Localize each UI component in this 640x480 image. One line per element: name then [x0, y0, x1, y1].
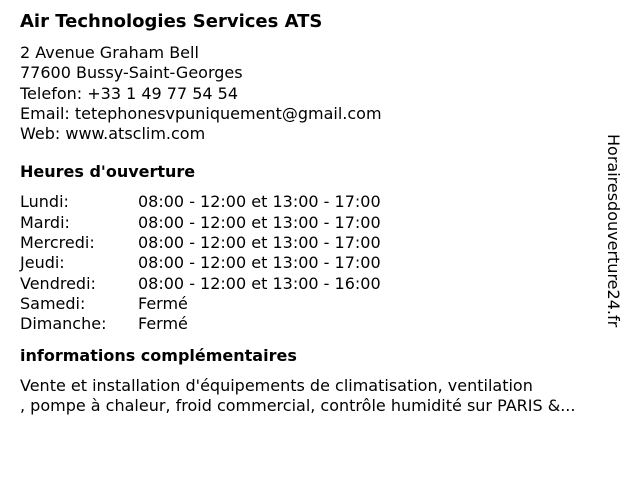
- hours-time: Fermé: [138, 293, 188, 313]
- hours-day: Dimanche:: [20, 314, 107, 334]
- hours-time: 08:00 - 12:00 et 13:00 - 16:00: [138, 273, 381, 293]
- brand-watermark: Horairesdouverture24.fr: [604, 134, 623, 328]
- hours-row-thursday: [20, 253, 610, 273]
- hours-time: Fermé: [138, 314, 188, 334]
- hours-day: Samedi:: [20, 293, 86, 313]
- info-line: , pompe à chaleur, froid commercial, contrôle humidité sur PARIS &...: [20, 396, 576, 416]
- hours-day: Mardi:: [20, 212, 70, 232]
- hours-row-friday: [20, 274, 610, 294]
- hours-time: 08:00 - 12:00 et 13:00 - 17:00: [138, 233, 381, 253]
- hours-row-saturday: [20, 294, 610, 314]
- hours-row-tuesday: [20, 213, 610, 233]
- address-block: [20, 43, 610, 144]
- hours-row-monday: [20, 192, 610, 212]
- hours-row-sunday: [20, 314, 610, 334]
- address-city: 77600 Bussy-Saint-Georges: [20, 63, 243, 83]
- web-line: Web: www.atsclim.com: [20, 124, 206, 144]
- business-name: Air Technologies Services ATS: [20, 11, 323, 32]
- info-line: Vente et installation d'équipements de climatisation, ventilation: [20, 375, 533, 395]
- address-street: 2 Avenue Graham Bell: [20, 43, 199, 62]
- hours-day: Lundi:: [20, 192, 69, 212]
- hours-time: 08:00 - 12:00 et 13:00 - 17:00: [138, 253, 381, 273]
- hours-time: 08:00 - 12:00 et 13:00 - 17:00: [138, 192, 381, 212]
- hours-row-wednesday: [20, 233, 610, 253]
- hours-heading: Heures d'ouverture: [20, 162, 196, 182]
- phone-line: Telefon: +33 1 49 77 54 54: [20, 83, 239, 103]
- info-description: [20, 376, 610, 417]
- hours-day: Vendredi:: [20, 273, 96, 293]
- hours-day: Mercredi:: [20, 233, 95, 253]
- email-line: Email: tetephonesvpuniquement@gmail.com: [20, 103, 382, 123]
- hours-day: Jeudi:: [20, 253, 65, 273]
- hours-time: 08:00 - 12:00 et 13:00 - 17:00: [138, 212, 381, 232]
- hours-table: [20, 192, 610, 334]
- business-card: [20, 10, 610, 417]
- info-heading: informations complémentaires: [20, 345, 297, 365]
